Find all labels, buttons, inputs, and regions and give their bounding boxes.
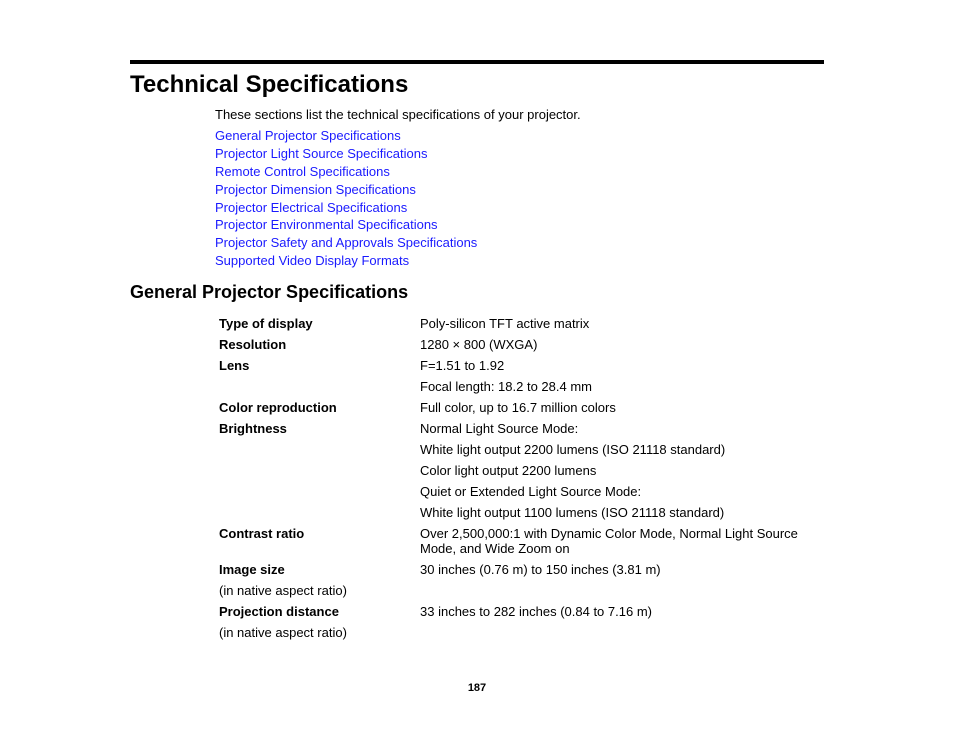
- toc-item: [215, 163, 477, 181]
- toc-link-video-formats[interactable]: Supported Video Display Formats: [215, 253, 410, 269]
- spec-value: White light output 1100 lumens (ISO 21118 standard): [420, 505, 725, 520]
- spec-row: [219, 505, 819, 520]
- spec-row: [219, 358, 819, 373]
- spec-label: (in native aspect ratio): [219, 583, 347, 598]
- toc-link-safety[interactable]: Projector Safety and Approvals Specifications: [215, 235, 478, 251]
- toc-item: [215, 234, 477, 252]
- spec-row: [219, 316, 819, 331]
- spec-label: Brightness: [219, 421, 287, 436]
- toc-link-light-source[interactable]: Projector Light Source Specifications: [215, 145, 428, 161]
- spec-label: Color reproduction: [219, 400, 337, 415]
- toc-item: [215, 216, 477, 234]
- spec-value: Focal length: 18.2 to 28.4 mm: [420, 379, 592, 394]
- page-number: 187: [467, 682, 487, 694]
- toc-link-general[interactable]: General Projector Specifications: [215, 128, 401, 143]
- spec-row: [219, 583, 819, 598]
- spec-label: Projection distance: [219, 604, 339, 619]
- spec-row: [219, 421, 819, 436]
- spec-label: Lens: [219, 358, 250, 373]
- toc-link-environmental[interactable]: Projector Environmental Specifications: [215, 217, 438, 233]
- toc-link-dimension[interactable]: Projector Dimension Specifications: [215, 181, 416, 197]
- spec-row: [219, 562, 819, 577]
- spec-label: (in native aspect ratio): [219, 625, 347, 640]
- spec-value: Full color, up to 16.7 million colors: [420, 400, 616, 415]
- page-title: Technical Specifications: [130, 71, 409, 98]
- spec-value: Poly-silicon TFT active matrix: [420, 316, 590, 331]
- spec-row: [219, 463, 819, 478]
- spec-row: [219, 400, 819, 415]
- spec-row: [219, 337, 819, 352]
- spec-table: [219, 316, 819, 646]
- toc-link-electrical[interactable]: Projector Electrical Specifications: [215, 199, 408, 215]
- spec-value: [420, 625, 815, 640]
- spec-value: 1280 × 800 (WXGA): [420, 337, 538, 352]
- toc-item: [215, 127, 477, 145]
- spec-label: [219, 442, 420, 457]
- spec-value: F=1.51 to 1.92: [420, 358, 505, 373]
- intro-text: These sections list the technical specifications of your projector.: [215, 107, 581, 122]
- spec-label: Type of display: [219, 316, 313, 331]
- spec-label: Image size: [219, 562, 285, 577]
- spec-label: Contrast ratio: [219, 526, 305, 541]
- spec-value: Quiet or Extended Light Source Mode:: [420, 484, 642, 499]
- spec-value: 30 inches (0.76 m) to 150 inches (3.81 m): [420, 562, 661, 577]
- spec-row: [219, 442, 819, 457]
- spec-row: [219, 379, 819, 394]
- spec-value: Normal Light Source Mode:: [420, 421, 579, 436]
- toc-link-remote-control[interactable]: Remote Control Specifications: [215, 163, 390, 179]
- spec-value: Color light output 2200 lumens: [420, 463, 597, 478]
- toc-item: [215, 252, 477, 270]
- spec-label: [219, 379, 420, 394]
- toc-item: [215, 181, 477, 199]
- spec-row: [219, 625, 819, 640]
- spec-label: [219, 484, 420, 499]
- spec-row: [219, 484, 819, 499]
- spec-label: Resolution: [219, 337, 287, 352]
- spec-value: White light output 2200 lumens (ISO 21118 standard): [420, 442, 726, 457]
- section-title: General Projector Specifications: [130, 282, 409, 302]
- spec-label: [219, 505, 420, 520]
- spec-value: [420, 583, 815, 598]
- spec-value: Over 2,500,000:1 with Dynamic Color Mode, Normal Light Source Mode, and Wide Zoom on: [420, 526, 798, 556]
- top-rule: [130, 60, 824, 64]
- toc-item: [215, 145, 477, 163]
- spec-row: [219, 526, 819, 556]
- toc-item: [215, 199, 477, 217]
- toc-list: [215, 127, 477, 270]
- spec-label: [219, 463, 420, 478]
- spec-value: 33 inches to 282 inches (0.84 to 7.16 m): [420, 604, 652, 619]
- spec-row: [219, 604, 819, 619]
